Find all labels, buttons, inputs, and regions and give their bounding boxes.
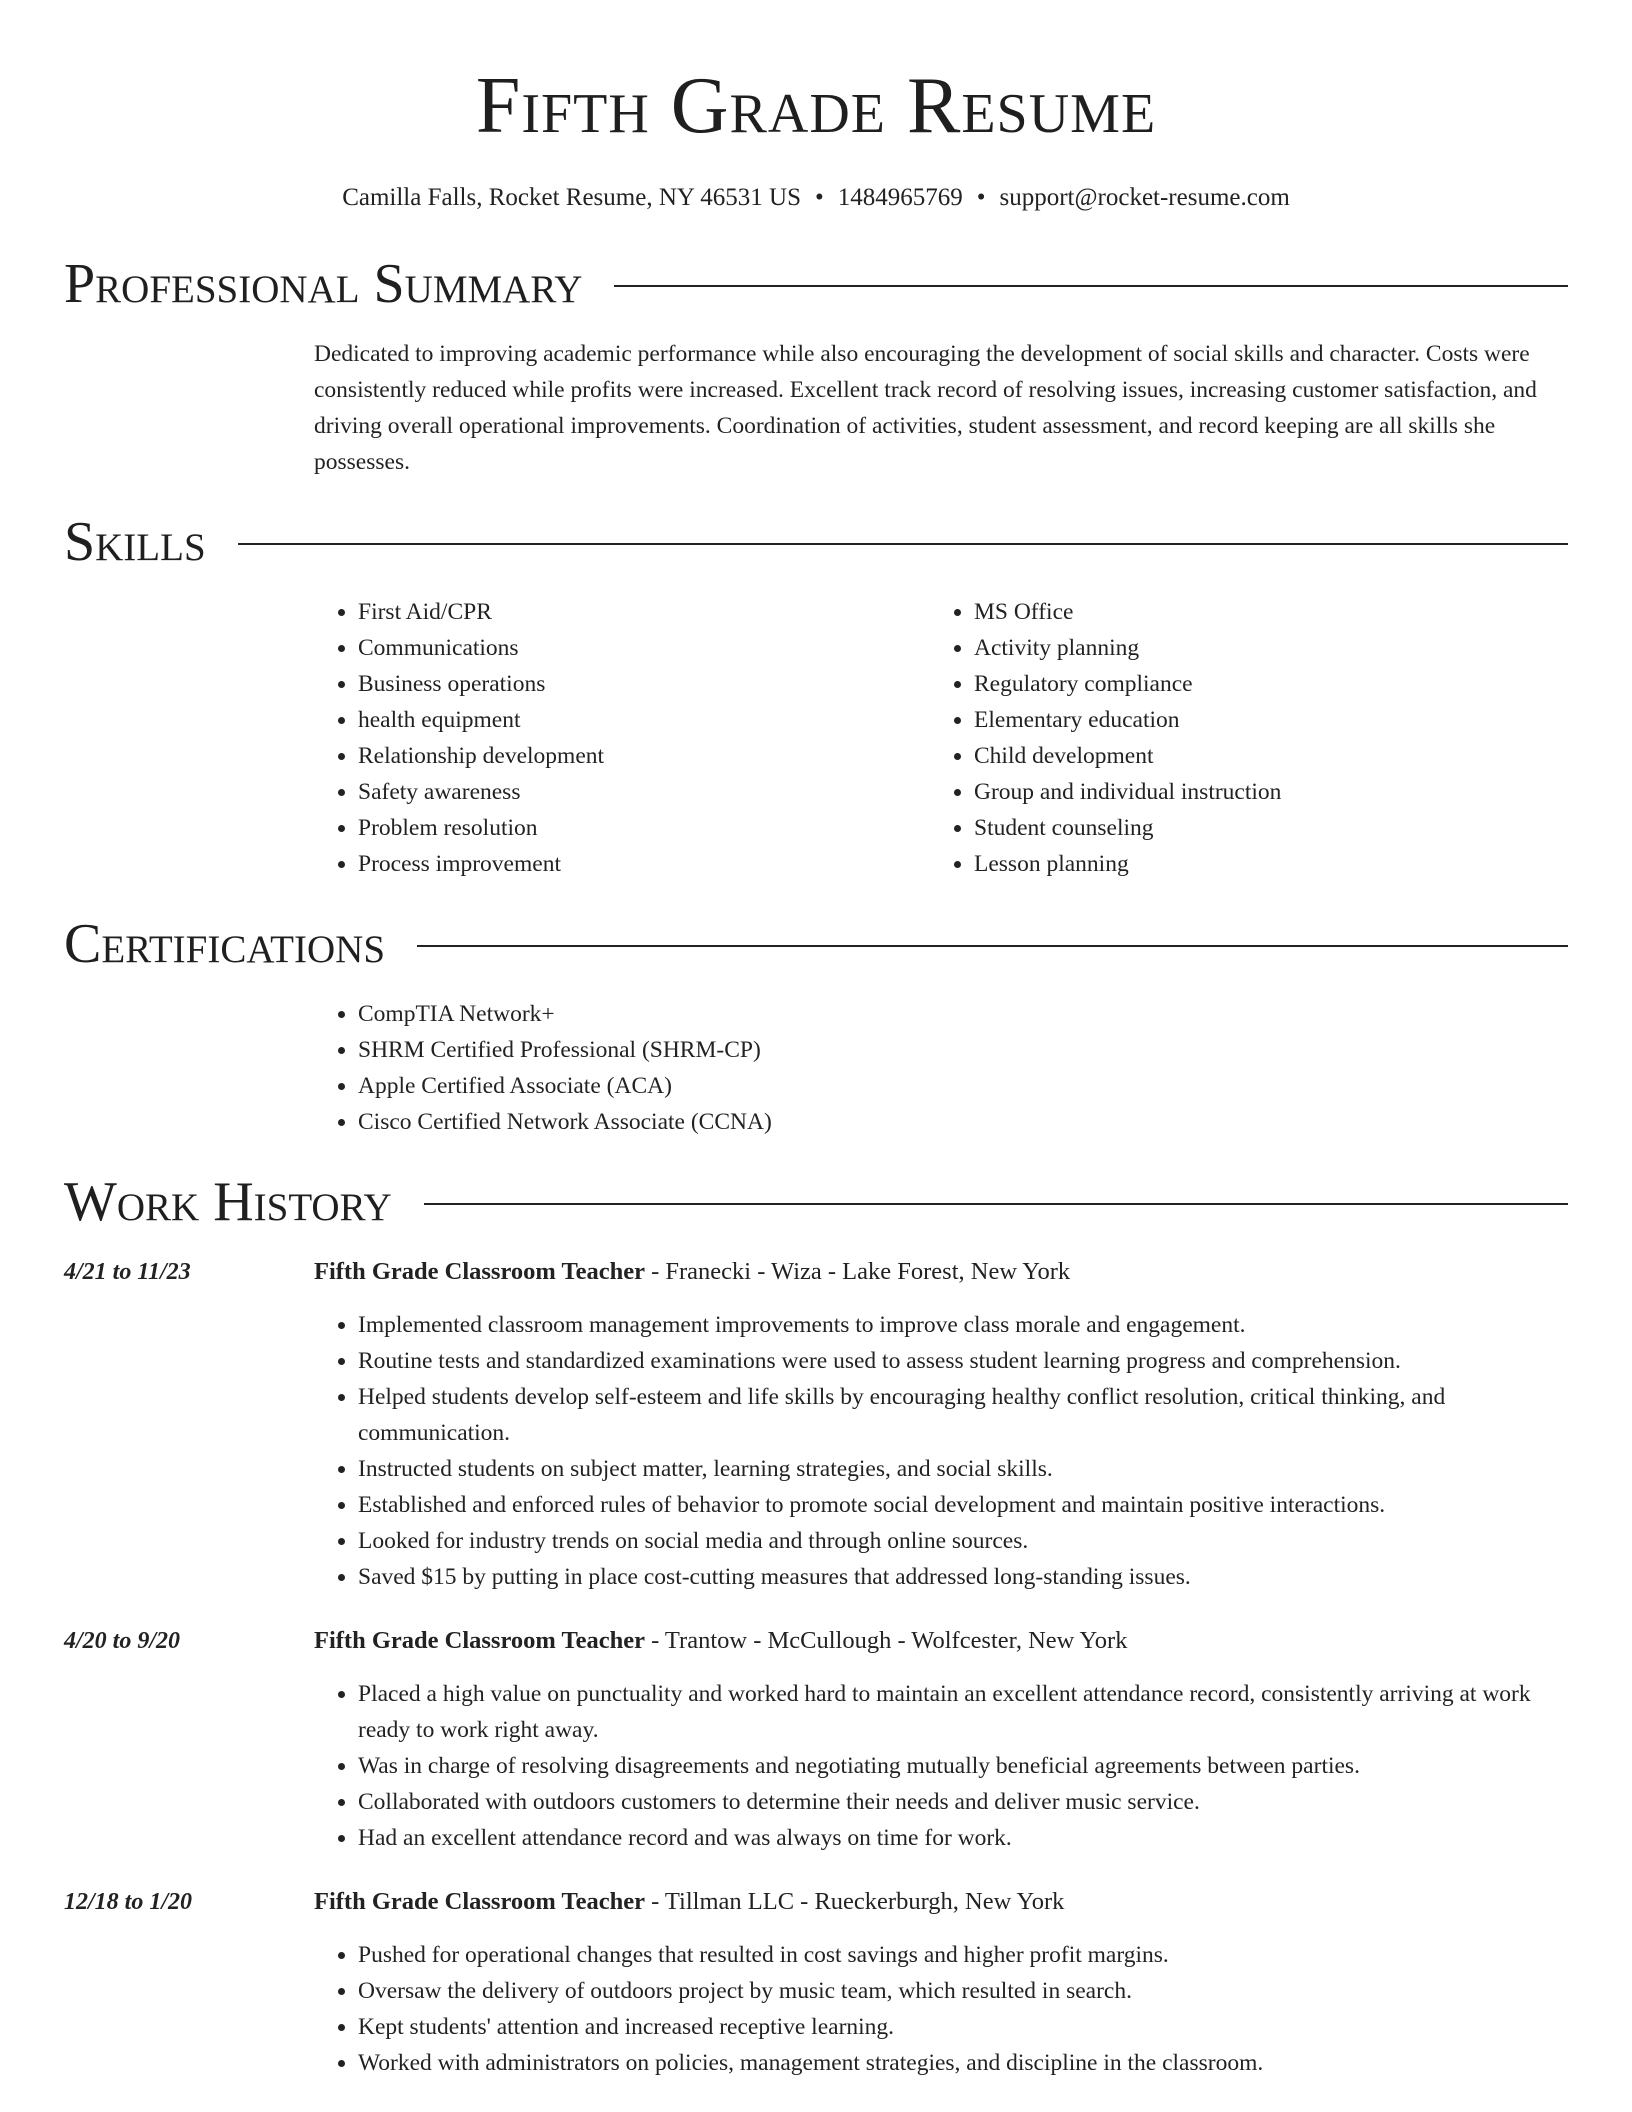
work-history-list xyxy=(64,1254,1568,2081)
resume-name: Fifth Grade Resume xyxy=(475,62,1157,150)
skill-item: • Group and individual instruction xyxy=(974,774,1546,810)
job-entry xyxy=(64,1884,1568,2081)
skills-grid xyxy=(314,594,1568,882)
skill-item: • Process improvement xyxy=(358,846,930,882)
contact-phone: 1484965769 xyxy=(837,184,963,211)
skills-list-right xyxy=(930,594,1546,882)
certifications-list xyxy=(314,996,1568,1140)
job-bullet: • Had an excellent attendance record and was always on time for work. xyxy=(358,1820,1568,1856)
job-bullet: • Placed a high value on punctuality and worked hard to maintain an excellent attendance record, consistently arriving at work ready to work right away. xyxy=(358,1676,1568,1748)
job-bullet: • Helped students develop self-esteem and life skills by encouraging healthy conflict resolution, critical thinking, and communication. xyxy=(358,1379,1568,1451)
job-bullet: • Saved $15 by putting in place cost-cutting measures that addressed long-standing issues. xyxy=(358,1559,1568,1595)
work-heading xyxy=(64,1166,1568,1238)
job-entry xyxy=(64,1623,1568,1856)
job-role: Fifth Grade Classroom Teacher xyxy=(314,1888,645,1915)
section-title: Skills xyxy=(64,511,206,573)
contact-line xyxy=(64,182,1568,214)
skill-item: • Elementary education xyxy=(974,702,1546,738)
certification-item: • Apple Certified Associate (ACA) xyxy=(358,1068,1568,1104)
job-details xyxy=(314,1254,1568,1595)
job-bullet: • Looked for industry trends on social media and through online sources. xyxy=(358,1523,1568,1559)
skills-list-left xyxy=(314,594,930,882)
skills-heading xyxy=(64,506,1568,578)
job-entry xyxy=(64,1254,1568,1595)
job-bullet: • Instructed students on subject matter, learning strategies, and social skills. xyxy=(358,1451,1568,1487)
section-divider xyxy=(417,945,1568,947)
summary-section xyxy=(64,248,1568,480)
job-bullet: • Pushed for operational changes that resulted in cost savings and higher profit margins. xyxy=(358,1937,1568,1973)
skill-item: • Regulatory compliance xyxy=(974,666,1546,702)
job-bullet-list xyxy=(314,1676,1568,1856)
certification-item: • Cisco Certified Network Associate (CCNA) xyxy=(358,1104,1568,1140)
summary-heading xyxy=(64,248,1568,320)
job-bullet: • Implemented classroom management improvements to improve class morale and engagement. xyxy=(358,1307,1568,1343)
skill-item: • Relationship development xyxy=(358,738,930,774)
contact-email: support@rocket-resume.com xyxy=(999,184,1290,211)
job-title-line xyxy=(314,1623,1568,1659)
skill-item: • Safety awareness xyxy=(358,774,930,810)
job-bullet: • Oversaw the delivery of outdoors project by music team, which resulted in search. xyxy=(358,1973,1568,2009)
skill-item: • Business operations xyxy=(358,666,930,702)
job-details xyxy=(314,1623,1568,1856)
section-title: Work History xyxy=(64,1171,392,1233)
certification-item: • SHRM Certified Professional (SHRM-CP) xyxy=(358,1032,1568,1068)
job-role: Fifth Grade Classroom Teacher xyxy=(314,1258,645,1285)
section-title: Professional Summary xyxy=(64,253,583,315)
skill-item: • Child development xyxy=(974,738,1546,774)
job-bullet: • Kept students' attention and increased receptive learning. xyxy=(358,2009,1568,2045)
job-employer: - Tillman LLC - Rueckerburgh, New York xyxy=(644,1888,1065,1915)
contact-separator: • xyxy=(976,184,986,211)
skill-item: • Student counseling xyxy=(974,810,1546,846)
contact-separator: • xyxy=(814,184,824,211)
certification-item: • CompTIA Network+ xyxy=(358,996,1568,1032)
work-section xyxy=(64,1166,1568,2081)
certifications-heading xyxy=(64,908,1568,980)
job-title-line xyxy=(314,1254,1568,1290)
resume-page xyxy=(64,0,1568,2081)
job-employer: - Trantow - McCullough - Wolfcester, New York xyxy=(644,1627,1128,1654)
skill-item: • Problem resolution xyxy=(358,810,930,846)
job-bullet: • Was in charge of resolving disagreements and negotiating mutually beneficial agreements between parties. xyxy=(358,1748,1568,1784)
job-bullet: • Routine tests and standardized examinations were used to assess student learning progress and comprehension. xyxy=(358,1343,1568,1379)
skill-item: • First Aid/CPR xyxy=(358,594,930,630)
skill-item: • Lesson planning xyxy=(974,846,1546,882)
summary-text: Dedicated to improving academic performance while also encouraging the development of social skills and character. Costs were consistently reduced while profits were increased. Excellent track record of resolving issues, increasing customer satisfaction, and driving overall operational improvements. Coordination of activities, student assessment, and record keeping are all skills she possesses. xyxy=(314,341,1537,475)
job-title-line xyxy=(314,1884,1568,1920)
section-divider xyxy=(424,1203,1568,1205)
job-bullet-list xyxy=(314,1937,1568,2081)
section-divider xyxy=(238,543,1568,545)
section-divider xyxy=(614,285,1568,287)
job-dates: 12/18 to 1/20 xyxy=(64,1889,193,1915)
skill-item: • MS Office xyxy=(974,594,1546,630)
skill-item: • Activity planning xyxy=(974,630,1546,666)
contact-address: Camilla Falls, Rocket Resume, NY 46531 US xyxy=(342,184,801,211)
job-bullet: • Collaborated with outdoors customers to determine their needs and deliver music service. xyxy=(358,1784,1568,1820)
certifications-body xyxy=(314,996,1568,1140)
certifications-section xyxy=(64,908,1568,1140)
job-bullet-list xyxy=(314,1307,1568,1595)
job-role: Fifth Grade Classroom Teacher xyxy=(314,1627,645,1654)
skills-section xyxy=(64,506,1568,882)
job-bullet: • Worked with administrators on policies, management strategies, and discipline in the classroom. xyxy=(358,2045,1568,2081)
section-title: Certifications xyxy=(64,913,386,975)
skill-item: • health equipment xyxy=(358,702,930,738)
job-employer: - Franecki - Wiza - Lake Forest, New York xyxy=(644,1258,1071,1285)
job-dates: 4/21 to 11/23 xyxy=(64,1259,191,1285)
skill-item: • Communications xyxy=(358,630,930,666)
job-details xyxy=(314,1884,1568,2081)
job-bullet: • Established and enforced rules of behavior to promote social development and maintain positive interactions. xyxy=(358,1487,1568,1523)
job-dates: 4/20 to 9/20 xyxy=(64,1628,181,1654)
